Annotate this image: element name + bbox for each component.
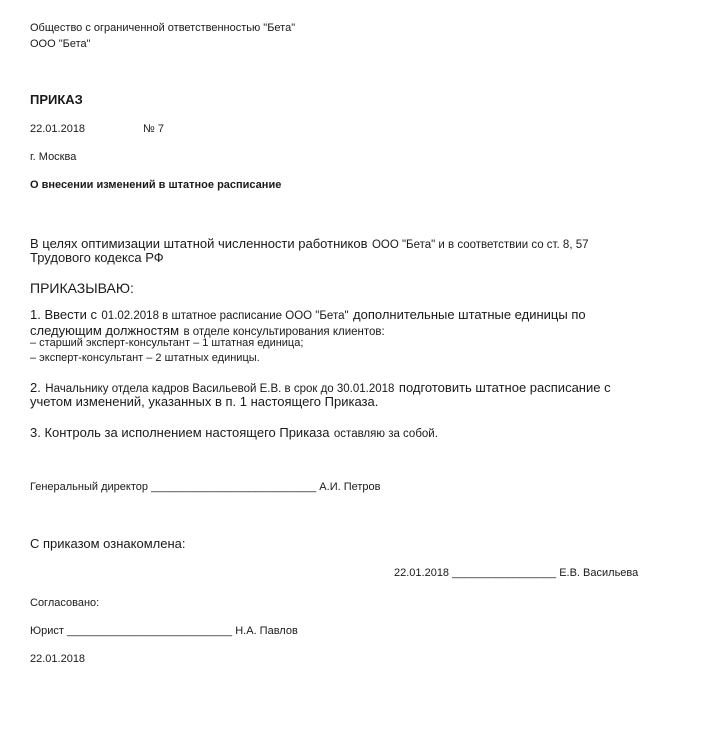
lawyer-title: Юрист: [30, 625, 64, 637]
preamble-line-1-part-b: ООО "Бета" и в соответствии со ст. 8, 57: [371, 239, 589, 251]
item-2-line-1-part-a: 2.: [30, 380, 41, 395]
item-1-line-2-part-b: в отделе консультирования клиентов:: [183, 326, 385, 338]
acquainted-signature-line: [394, 567, 638, 580]
director-signature-blank: ___________________________: [151, 481, 317, 493]
acquainted-date: 22.01.2018: [394, 567, 450, 579]
org-short-name: ООО "Бета": [30, 38, 91, 50]
director-name: А.И. Петров: [319, 481, 381, 493]
item-1-line-2-part-a: следующим должностям: [30, 323, 180, 338]
item-2-line-1-part-b: Начальнику отдела кадров Васильевой Е.В. в срок до 30.01.2018: [45, 383, 395, 395]
item-1-bullet-1: – старший эксперт-консультант – 1 штатная единица;: [30, 337, 304, 349]
item-1-bullet-2: – эксперт-консультант – 2 штатных единицы.: [30, 352, 260, 364]
acquainted-label: С приказом ознакомлена:: [30, 536, 186, 551]
agreed-label: Согласовано:: [30, 597, 100, 609]
order-number: № 7: [143, 123, 164, 135]
lawyer-signature-line: [30, 625, 298, 638]
order-title: ПРИКАЗ: [30, 92, 83, 107]
item-1-line-1-part-b: 01.02.2018 в штатное расписание ООО "Бета": [101, 310, 349, 322]
director-signature-line: [30, 481, 380, 494]
director-title: Генеральный директор: [30, 481, 148, 493]
item-1-line-1-part-c: дополнительные штатные единицы по: [353, 307, 586, 322]
org-full-name: Общество с ограниченной ответственностью "Бета": [30, 22, 296, 34]
item-3-part-a: 3. Контроль за исполнением настоящего Приказа: [30, 425, 330, 440]
item-1-line-1-part-a: 1. Ввести с: [30, 307, 97, 322]
final-date: 22.01.2018: [30, 653, 86, 665]
order-city: г. Москва: [30, 151, 77, 163]
acquainted-name: Е.В. Васильева: [559, 567, 639, 579]
preamble-line-2: Трудового кодекса РФ: [30, 250, 164, 265]
item-2-line-1-part-c: подготовить штатное расписание с: [398, 380, 611, 395]
item-3-part-b: оставляю за собой.: [333, 428, 438, 440]
preamble-line-1-part-a: В целях оптимизации штатной численности работников: [30, 236, 368, 251]
item-2-line-2: учетом изменений, указанных в п. 1 настоящего Приказа.: [30, 394, 379, 409]
order-date: 22.01.2018: [30, 123, 86, 135]
order-subject: О внесении изменений в штатное расписание: [30, 179, 282, 191]
item-3-line: [30, 424, 438, 442]
lawyer-signature-blank: ___________________________: [66, 625, 233, 637]
order-word: ПРИКАЗЫВАЮ:: [30, 280, 134, 296]
lawyer-name: Н.А. Павлов: [235, 625, 298, 637]
acquainted-signature-blank: _________________: [452, 567, 557, 579]
